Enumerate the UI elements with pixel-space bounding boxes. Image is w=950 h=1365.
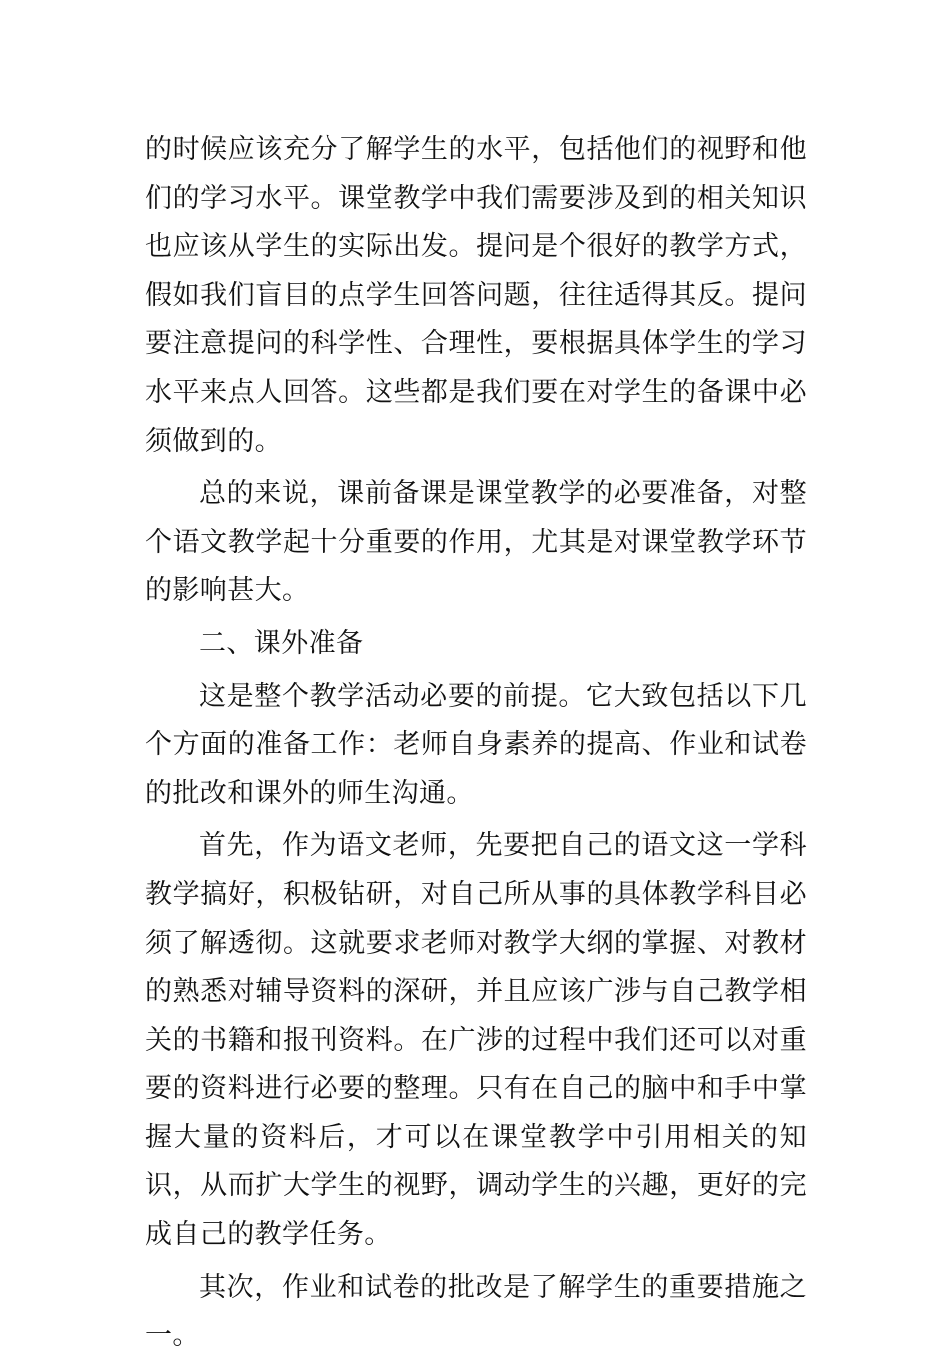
paragraph-second: 其次，作业和试卷的批改是了解学生的重要措施之一。 (145, 1271, 807, 1352)
section-heading: 二、课外准备 (199, 627, 364, 659)
paragraph-first: 首先，作为语文老师，先要把自己的语文这一学科教学搞好，积极钻研，对自己所从事的具体教学科目必须了解透彻。这就要求老师对教学大纲的掌握、对教材的熟悉对辅导资料的深研，并且应该广涉与自己教学相关的书籍和报刊资料。在广涉的过程中我们还可以对重要的资料进行必要的整理。只有在自己的脑中和手中掌握大量的资料后，才可以在课堂教学中引用相关的知识，从而扩大学生的视野，调动学生的兴趣，更好的完成自己的教学任务。 (145, 830, 807, 1251)
paragraph-summary: 总的来说，课前备课是课堂教学的必要准备，对整个语文教学起十分重要的作用，尤其是对课堂教学环节的影响甚大。 (145, 478, 807, 607)
paragraph-premise: 这是整个教学活动必要的前提。它大致包括以下几个方面的准备工作：老师自身素养的提高、作业和试卷的批改和课外的师生沟通。 (145, 680, 807, 809)
document-page (145, 126, 807, 1365)
paragraph-continuation: 的时候应该充分了解学生的水平，包括他们的视野和他们的学习水平。课堂教学中我们需要涉及到的相关知识也应该从学生的实际出发。提问是个很好的教学方式，假如我们盲目的点学生回答问题，往往适得其反。提问要注意提问的科学性、合理性，要根据具体学生的学习水平来点人回答。这些都是我们要在对学生的备课中必须做到的。 (145, 134, 807, 457)
